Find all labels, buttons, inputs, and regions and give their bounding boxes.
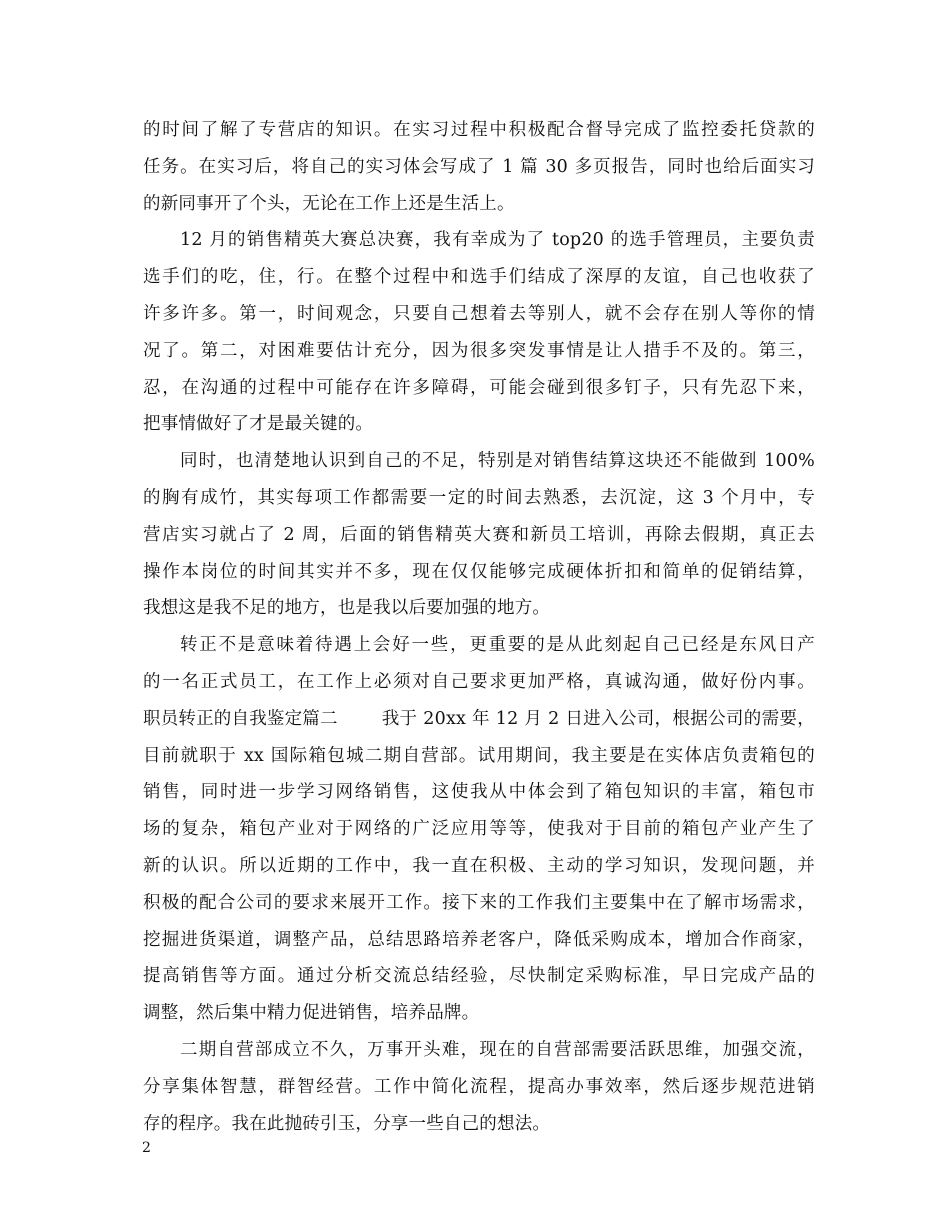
paragraph-line: 忍，在沟通的过程中可能存在许多障碍，可能会碰到很多钉子，只有先忍下来， [143, 377, 815, 398]
paragraph-line: 分享集体智慧，群智经营。工作中简化流程，提高办事效率，然后逐步规范进销 [143, 1076, 815, 1097]
paragraph-line: 的胸有成竹，其实每项工作都需要一定的时间去熟悉，去沉淀，这 3 个月中，专 [143, 487, 815, 508]
paragraph-line: 提高销售等方面。通过分析交流总结经验，尽快制定采购标准，早日完成产品的 [143, 966, 815, 987]
paragraph-line: 新的认识。所以近期的工作中，我一直在积极、主动的学习知识，发现问题，并 [143, 855, 815, 876]
paragraph-line: 操作本岗位的时间其实并不多，现在仅仅能够完成硬体折扣和简单的促销结算， [143, 561, 815, 582]
paragraph-line: 调整，然后集中精力促进销售，培养品牌。 [143, 1003, 480, 1024]
document-body [143, 112, 815, 1142]
section-heading-line [143, 701, 815, 738]
paragraph-line: 的新同事开了个头，无论在工作上还是生活上。 [143, 193, 515, 214]
paragraph-line: 我想这是我不足的地方，也是我以后要加强的地方。 [143, 598, 551, 619]
paragraph-line: 任务。在实习后，将自己的实习体会写成了 1 篇 30 多页报告，同时也给后面实习 [143, 156, 815, 177]
paragraph-line: 营店实习就占了 2 周，后面的销售精英大赛和新员工培训，再除去假期，真正去 [143, 524, 815, 545]
paragraph-line: 选手们的吃，住，行。在整个过程中和选手们结成了深厚的友谊，自己也收获了 [143, 267, 815, 288]
paragraph-line: 12 月的销售精英大赛总决赛，我有幸成为了 top20 的选手管理员，主要负责 [180, 230, 815, 251]
page-number: 2 [142, 1140, 151, 1156]
paragraph-line: 我于 20xx 年 12 月 2 日进入公司，根据公司的需要， [381, 708, 815, 729]
paragraph-line: 积极的配合公司的要求来展开工作。接下来的工作我们主要集中在了解市场需求， [143, 892, 815, 913]
paragraph-line: 销售，同时进一步学习网络销售，这使我从中体会到了箱包知识的丰富，箱包市 [143, 782, 815, 803]
paragraph-line: 目前就职于 xx 国际箱包城二期自营部。试用期间，我主要是在实体店负责箱包的 [143, 745, 815, 766]
paragraph-line: 把事情做好了才是最关键的。 [143, 414, 374, 435]
paragraph-line: 二期自营部成立不久，万事开头难，现在的自营部需要活跃思维，加强交流， [180, 1039, 815, 1060]
paragraph-line: 况了。第二，对困难要估计充分，因为很多突发事情是让人措手不及的。第三， [143, 340, 815, 361]
paragraph-line: 许多许多。第一，时间观念，只要自己想着去等别人，就不会存在别人等你的情 [143, 303, 815, 324]
paragraph-line: 场的复杂，箱包产业对于网络的广泛应用等等，使我对于目前的箱包产业产生了 [143, 819, 815, 840]
paragraph-line: 的一名正式员工，在工作上必须对自己要求更加严格，真诚沟通，做好份内事。 [143, 671, 815, 692]
paragraph-line: 同时，也清楚地认识到自己的不足，特别是对销售结算这块还不能做到 100% [180, 451, 815, 472]
paragraph-line: 挖掘进货渠道，调整产品，总结思路培养老客户，降低采购成本，增加合作商家， [143, 929, 815, 950]
paragraph-line: 转正不是意味着待遇上会好一些，更重要的是从此刻起自己已经是东风日产 [180, 635, 815, 656]
paragraph-line: 存的程序。我在此抛砖引玉，分享一些自己的想法。 [143, 1113, 551, 1134]
paragraph-line: 的时间了解了专营店的知识。在实习过程中积极配合督导完成了监控委托贷款的 [143, 120, 815, 140]
section-heading: 职员转正的自我鉴定篇二 [143, 708, 338, 729]
